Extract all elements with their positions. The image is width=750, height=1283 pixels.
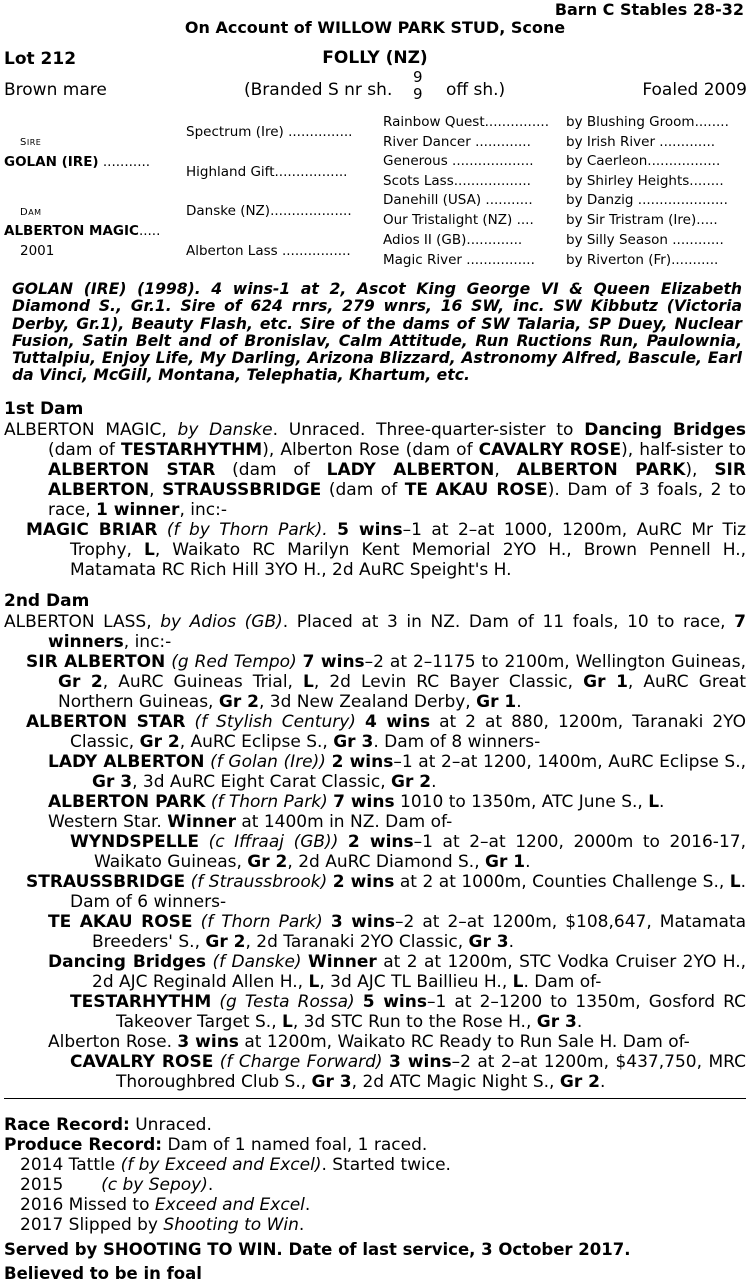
race-record: Race Record: Unraced. bbox=[4, 1115, 212, 1135]
horse-name: FOLLY (NZ) bbox=[322, 48, 428, 68]
sire-name: GOLAN (IRE) ........... bbox=[4, 154, 151, 170]
alberton-star-entry: ALBERTON STAR (f Stylish Century) 4 wins at 2 at 880, 1200m, Taranaki 2YO Classic, Gr 2, AuRC Eclipse S., Gr 3. Dam of 8 winners- bbox=[26, 712, 747, 752]
g4-1: by Blushing Groom........ bbox=[566, 114, 729, 130]
sire-sire: Spectrum (Ire) ............... bbox=[186, 124, 353, 140]
dam-name: ALBERTON MAGIC..... bbox=[4, 223, 161, 239]
g3-7: Adios II (GB)............. bbox=[383, 232, 523, 248]
in-foal-status: Believed to be in foal bbox=[4, 1264, 202, 1283]
g4-4: by Shirley Heights........ bbox=[566, 173, 724, 189]
g4-5: by Danzig ..................... bbox=[566, 192, 728, 208]
g4-6: by Sir Tristram (Ire)..... bbox=[566, 212, 718, 228]
lady-alberton-entry: LADY ALBERTON (f Golan (Ire)) 2 wins–1 at 2–at 1200, 1400m, AuRC Eclipse S., Gr 3, 3d AuRC Eight Carat Classic, Gr 2. bbox=[48, 752, 747, 792]
te-akau-rose-entry: TE AKAU ROSE (f Thorn Park) 3 wins–2 at 2–at 1200m, $108,647, Matamata Breeders' S., Gr 2, 2d Taranaki 2YO Classic, Gr 3. bbox=[48, 912, 747, 952]
cavalry-rose-entry: CAVALRY ROSE (f Charge Forward) 3 wins–2 at 2–at 1200m, $437,750, MRC Thoroughbred Club S., Gr 3, 2d ATC Magic Night S., Gr 2. bbox=[70, 1052, 746, 1092]
dam-dam: Alberton Lass ................ bbox=[186, 243, 351, 259]
brand-description: (Branded S nr sh. bbox=[244, 80, 393, 100]
foaled-year: Foaled 2009 bbox=[642, 80, 747, 100]
g3-8: Magic River ................ bbox=[383, 252, 535, 268]
served-by: Served by SHOOTING TO WIN. Date of last service, 3 October 2017. bbox=[4, 1240, 631, 1259]
straussbridge-entry: STRAUSSBRIDGE (f Straussbrook) 2 wins at 2 at 1000m, Counties Challenge S., L. Dam of 6 winners- bbox=[26, 872, 747, 912]
dam-label: DAM bbox=[20, 207, 42, 218]
produce-2015: 2015 (c by Sepoy). bbox=[20, 1175, 214, 1195]
produce-record: Produce Record: Dam of 1 named foal, 1 raced. bbox=[4, 1135, 428, 1155]
g4-3: by Caerleon................. bbox=[566, 153, 721, 169]
brand-suffix: off sh.) bbox=[446, 80, 506, 100]
first-dam-heading: 1st Dam bbox=[4, 399, 84, 419]
barn-location: Barn C Stables 28-32 bbox=[554, 0, 744, 19]
second-dam-paragraph: ALBERTON LASS, by Adios (GB). Placed at 3 in NZ. Dam of 11 foals, 10 to race, 7 winners, inc:- bbox=[4, 612, 746, 652]
wyndspelle-entry: WYNDSPELLE (c Iffraaj (GB)) 2 wins–1 at 2–at 1200, 2000m to 2016-17, Waikato Guineas, Gr 2, 2d AuRC Diamond S., Gr 1. bbox=[70, 832, 746, 872]
section-divider bbox=[4, 1098, 746, 1099]
g3-1: Rainbow Quest............... bbox=[383, 114, 550, 130]
g3-2: River Dancer ............. bbox=[383, 134, 531, 150]
alberton-rose-entry: Alberton Rose. 3 wins at 1200m, Waikato RC Ready to Run Sale H. Dam of- bbox=[48, 1032, 690, 1052]
g4-7: by Silly Season ............ bbox=[566, 232, 724, 248]
horse-colour-sex: Brown mare bbox=[4, 80, 107, 100]
produce-2016: 2016 Missed to Exceed and Excel. bbox=[20, 1195, 311, 1215]
sire-label: SIRE bbox=[20, 137, 42, 148]
produce-2014: 2014 Tattle (f by Exceed and Excel). Started twice. bbox=[20, 1155, 451, 1175]
dancing-bridges-entry: Dancing Bridges (f Danske) Winner at 2 at 1200m, STC Vodka Cruiser 2YO H., 2d AJC Reginald Allen H., L, 3d AJC TL Baillieu H., L. Dam of- bbox=[48, 952, 747, 992]
g4-8: by Riverton (Fr)........... bbox=[566, 252, 719, 268]
dam-sire: Danske (NZ)................... bbox=[186, 203, 352, 219]
magic-briar-entry: MAGIC BRIAR (f by Thorn Park). 5 wins–1 at 2–at 1000, 1200m, AuRC Mr Tiz Trophy, L, Waikato RC Marilyn Kent Memorial 2YO H., Brown Pennell H., Matamata RC Rich Hill 3YO H., 2d AuRC Speight's H. bbox=[26, 520, 747, 580]
dam-foaled-year: 2001 bbox=[20, 243, 55, 259]
alberton-park-entry: ALBERTON PARK (f Thorn Park) 7 wins 1010 to 1350m, ATC June S., L. bbox=[48, 792, 665, 812]
sir-alberton-entry: SIR ALBERTON (g Red Tempo) 7 wins–2 at 2–1175 to 2100m, Wellington Guineas, Gr 2, AuRC Guineas Trial, L, 2d Levin RC Bayer Classic, Gr 1, AuRC Great Northern Guineas, Gr 2, 3d New Zealand Derby, Gr 1. bbox=[26, 652, 747, 712]
g3-5: Danehill (USA) ........... bbox=[383, 192, 533, 208]
sire-summary-paragraph: GOLAN (IRE) (1998). 4 wins-1 at 2, Ascot King George VI & Queen Elizabeth Diamond S., Gr.1. Sire of 624 rnrs, 279 wnrs, 16 SW, inc. SW Kibbutz (Victoria Derby, Gr.1), Beauty Flash, etc. Sire of the dams of SW Talaria, SP Duey, Nuclear Fusion, Satin Belt and of Bronislav, Calm Attitude, Run Ructions Run, Paulownia, Tuttalpiu, Enjoy Life, My Darling, Arizona Blizzard, Astronomy Alfred, Bascule, Earl da Vinci, McGill, Montana, Telephatia, Khartum, etc. bbox=[12, 280, 742, 385]
g3-4: Scots Lass.................. bbox=[383, 173, 531, 189]
g3-6: Our Tristalight (NZ) .... bbox=[383, 212, 534, 228]
g3-3: Generous ................... bbox=[383, 153, 534, 169]
brand-mark: S bbox=[327, 80, 339, 100]
brand-number: 9 9 bbox=[413, 68, 423, 103]
g4-2: by Irish River ............. bbox=[566, 134, 716, 150]
first-dam-paragraph: ALBERTON MAGIC, by Danske. Unraced. Three-quarter-sister to Dancing Bridges (dam of TESTARHYTHM), Alberton Rose (dam of CAVALRY ROSE), half-sister to ALBERTON STAR (dam of LADY ALBERTON, ALBERTON PARK), SIR ALBERTON, STRAUSSBRIDGE (dam of TE AKAU ROSE). Dam of 3 foals, 2 to race, 1 winner, inc:- bbox=[4, 420, 747, 520]
second-dam-heading: 2nd Dam bbox=[4, 591, 90, 611]
western-star-entry: Western Star. Winner at 1400m in NZ. Dam of- bbox=[48, 812, 453, 832]
produce-2017: 2017 Slipped by Shooting to Win. bbox=[20, 1215, 305, 1235]
lot-number: Lot 212 bbox=[4, 49, 77, 69]
sire-dam: Highland Gift................. bbox=[186, 164, 348, 180]
testarhythm-entry: TESTARHYTHM (g Testa Rossa) 5 wins–1 at 2–1200 to 1350m, Gosford RC Takeover Target S., L, 3d STC Run to the Rose H., Gr 3. bbox=[70, 992, 747, 1032]
vendor-account: On Account of WILLOW PARK STUD, Scone bbox=[184, 18, 566, 37]
